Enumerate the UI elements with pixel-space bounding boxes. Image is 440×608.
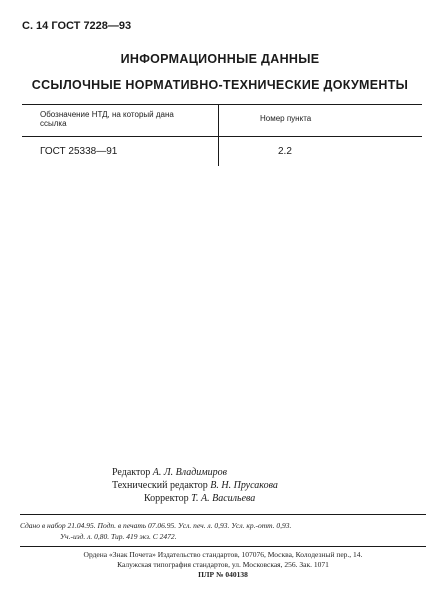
table-header-doc: Обозначение НТД, на который дана ссылка [40,110,174,128]
table-header-rule [22,136,422,137]
table-cell-item: 2.2 [278,146,292,157]
credit-editor [112,466,278,479]
publisher-line-2: Калужская типография стандартов, ул. Московская, 256. Зак. 1071 [117,560,329,569]
credit-editor-label: Редактор [112,467,151,478]
table-top-rule [22,104,422,105]
table-column-divider [218,104,219,166]
section-title-refs: ССЫЛОЧНЫЕ НОРМАТИВНО-ТЕХНИЧЕСКИЕ ДОКУМЕНТЫ [31,78,409,92]
table-header-item: Номер пункта [260,114,312,123]
imprint-line-1: Сдано в набор 21.04.95. Подп. в печать 07.06.95. Усл. печ. л. 0,93. Усл. кр.-отт. 0,93. [20,521,292,530]
publisher-license: ПЛР № 040138 [198,570,248,579]
credits-block [112,466,278,505]
imprint-line-2: Уч.-изд. л. 0,80. Тир. 419 экз. С 2472. [60,532,177,541]
credit-tech-label: Технический редактор [112,480,208,491]
section-title-info: ИНФОРМАЦИОННЫЕ ДАННЫЕ [120,52,320,66]
credit-proof-label: Корректор [144,493,189,504]
imprint-top-rule [20,514,426,515]
credit-proofreader [112,492,278,505]
publisher-line-1: Ордена «Знак Почета» Издательство стандартов, 107076, Москва, Колодезный пер., 14. [83,550,363,559]
credit-tech-name: В. Н. Прусакова [210,480,278,491]
imprint-bottom-rule [20,546,426,547]
page-header: С. 14 ГОСТ 7228—93 [22,20,132,32]
table-cell-doc: ГОСТ 25338—91 [40,146,118,157]
credit-editor-name: А. Л. Владимиров [152,467,227,478]
credit-tech-editor [112,479,278,492]
credit-proof-name: Т. А. Васильева [191,493,256,504]
